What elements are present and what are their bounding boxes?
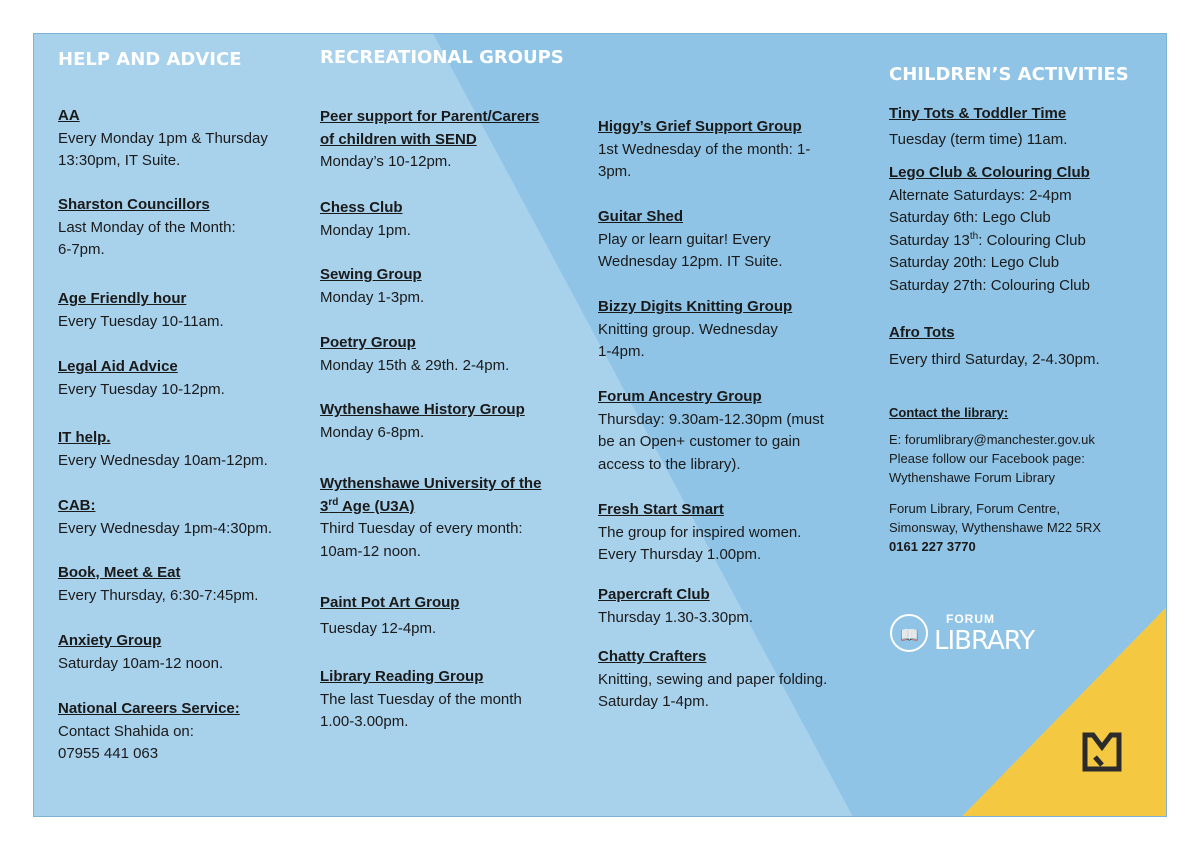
date-part: Saturday 13: [889, 231, 970, 249]
u3a-suffix: rd: [328, 496, 339, 508]
rec-item-guitar-shed: [598, 206, 783, 274]
help-item-age-friendly: [58, 288, 224, 333]
contact-title: Contact the library:: [889, 405, 1009, 420]
item-title: Guitar Shed: [598, 208, 684, 225]
item-title: of children with SEND: [320, 130, 477, 148]
rec-item-fresh-start: [598, 499, 801, 567]
item-title: Wythenshawe University of the: [320, 475, 542, 492]
item-title: Sharston Councillors: [58, 196, 210, 213]
item-line: Every Tuesday 10-11am.: [58, 312, 224, 330]
item-title: Fresh Start Smart: [598, 501, 724, 518]
item-title: Poetry Group: [320, 334, 416, 351]
rec-item-peer-support: [320, 106, 539, 174]
item-line: Monday 6-8pm.: [320, 423, 425, 441]
contact-email[interactable]: E: forumlibrary@manchester.gov.uk: [889, 432, 1095, 447]
kids-item-lego: [889, 162, 1090, 297]
item-line: Every Thursday 1.00pm.: [598, 546, 762, 563]
item-title: Book, Meet & Eat: [58, 564, 181, 581]
item-title: [320, 496, 541, 519]
item-line: 10am-12 noon.: [320, 542, 421, 560]
help-item-councillors: [58, 194, 236, 262]
rec-item-history: [320, 399, 525, 444]
item-title: Higgy’s Grief Support Group: [598, 118, 802, 135]
item-title: Anxiety Group: [58, 632, 162, 649]
logo-library-text: LIBRARY: [934, 626, 1035, 656]
item-line: Every Thursday, 6:30-7:45pm.: [58, 586, 259, 604]
item-title: Tiny Tots & Toddler Time: [889, 105, 1067, 122]
item-title: Chatty Crafters: [598, 648, 707, 665]
help-heading: HELP AND ADVICE: [58, 49, 242, 70]
item-line: access to the library).: [598, 455, 741, 473]
item-title: Wythenshawe History Group: [320, 401, 525, 418]
date-rest: : Colouring Club: [978, 231, 1086, 249]
item-line: 1-4pm.: [598, 343, 645, 360]
item-title: AA: [58, 107, 80, 124]
item-line: Saturday 27th: Colouring Club: [889, 276, 1090, 294]
item-line: Tuesday 12-4pm.: [320, 620, 437, 637]
help-item-aa: [58, 105, 268, 173]
item-line: Third Tuesday of every month:: [320, 520, 523, 537]
help-item-anxiety: [58, 630, 223, 675]
kids-item-afro-tots: [889, 319, 1100, 373]
item-title: Peer support for Parent/Carers: [320, 108, 540, 125]
item-line: Every Wednesday 1pm-4:30pm.: [58, 519, 272, 537]
recreational-heading: RECREATIONAL GROUPS: [320, 47, 564, 68]
item-line: 6-7pm.: [58, 241, 105, 258]
item-line: Saturday 1-4pm.: [598, 693, 709, 710]
phone-number: 0161 227 3770: [889, 539, 976, 554]
rec-item-poetry: [320, 332, 509, 377]
item-line: The last Tuesday of the month: [320, 690, 522, 708]
item-line: 1st Wednesday of the month: 1-: [598, 140, 811, 158]
help-item-cab: [58, 495, 272, 540]
rec-item-sewing: [320, 264, 424, 309]
item-line: Knitting group. Wednesday: [598, 320, 778, 338]
item-line: Saturday 10am-12 noon.: [58, 654, 224, 672]
item-line: 13:30pm, IT Suite.: [58, 152, 181, 169]
item-line: 1.00-3.00pm.: [320, 713, 409, 730]
children-heading: CHILDREN’S ACTIVITIES: [889, 64, 1129, 85]
manchester-m-icon: [1081, 731, 1123, 773]
item-line: Monday 1pm.: [320, 221, 411, 239]
item-title: Sewing Group: [320, 266, 422, 283]
help-item-it-help: [58, 427, 268, 472]
item-line: Knitting, sewing and paper folding.: [598, 670, 828, 688]
item-title: National Careers Service:: [58, 700, 240, 717]
item-line: Tuesday (term time) 11am.: [889, 131, 1068, 148]
rec-item-paint-pot: [320, 590, 459, 642]
book-icon: 📖: [890, 614, 928, 652]
item-title: Legal Aid Advice: [58, 358, 178, 375]
rec-item-papercraft: [598, 584, 753, 629]
item-line: [889, 230, 1090, 253]
date-suffix: th: [969, 230, 979, 242]
item-line: Wednesday 12pm. IT Suite.: [598, 253, 783, 270]
item-line: Thursday 1.30-3.30pm.: [598, 608, 754, 626]
rec-item-reading-group: [320, 666, 522, 734]
facebook-line: Please follow our Facebook page:: [889, 451, 1085, 466]
item-line: Every Wednesday 10am-12pm.: [58, 451, 268, 469]
item-line: 3pm.: [598, 163, 632, 180]
facebook-page: Wythenshawe Forum Library: [889, 470, 1056, 485]
item-title: Chess Club: [320, 199, 403, 216]
rec-item-grief-support: [598, 116, 810, 184]
leaflet-page: [33, 33, 1167, 817]
help-item-book-meet-eat: [58, 562, 258, 607]
u3a-number: 3: [320, 497, 329, 515]
rec-item-chatty-crafters: [598, 646, 827, 714]
item-line: Thursday: 9.30am-12.30pm (must: [598, 410, 824, 428]
address-line: Simonsway, Wythenshawe M22 5RX: [889, 520, 1102, 535]
item-title: Age Friendly hour: [58, 290, 187, 307]
item-title: IT help.: [58, 429, 111, 446]
item-line: Contact Shahida on:: [58, 722, 194, 740]
help-item-careers: [58, 698, 240, 766]
item-line: 07955 441 063: [58, 745, 159, 762]
item-title: Library Reading Group: [320, 668, 484, 685]
item-title: Lego Club & Colouring Club: [889, 164, 1090, 181]
contact-block: [889, 403, 1101, 556]
help-item-legal-aid: [58, 356, 225, 401]
address-line: Forum Library, Forum Centre,: [889, 501, 1060, 516]
kids-item-tiny-tots: [889, 101, 1067, 153]
rec-item-u3a: [320, 473, 541, 563]
rec-item-knitting: [598, 296, 792, 364]
item-line: Play or learn guitar! Every: [598, 230, 771, 248]
item-title: Paint Pot Art Group: [320, 594, 460, 611]
item-line: Alternate Saturdays: 2-4pm: [889, 186, 1072, 204]
rec-item-chess: [320, 197, 411, 242]
u3a-rest: Age (U3A): [338, 497, 415, 515]
item-title: Papercraft Club: [598, 586, 710, 603]
item-line: Monday 15th & 29th. 2-4pm.: [320, 356, 510, 374]
item-line: be an Open+ customer to gain: [598, 433, 801, 450]
item-line: Every Monday 1pm & Thursday: [58, 129, 268, 147]
item-line: Saturday 6th: Lego Club: [889, 209, 1051, 226]
item-line: Monday’s 10-12pm.: [320, 153, 452, 170]
item-line: Every third Saturday, 2-4.30pm.: [889, 351, 1100, 368]
item-title: CAB:: [58, 497, 96, 514]
logo-forum-text: FORUM: [946, 612, 995, 626]
forum-library-logo: [890, 612, 1035, 660]
item-title: Forum Ancestry Group: [598, 388, 762, 405]
item-line: Last Monday of the Month:: [58, 218, 236, 236]
item-title: Afro Tots: [889, 324, 955, 341]
item-line: Monday 1-3pm.: [320, 288, 425, 306]
item-title: Bizzy Digits Knitting Group: [598, 298, 793, 315]
item-line: The group for inspired women.: [598, 523, 802, 541]
item-line: Saturday 20th: Lego Club: [889, 254, 1060, 271]
rec-item-ancestry: [598, 386, 824, 476]
item-line: Every Tuesday 10-12pm.: [58, 380, 225, 398]
